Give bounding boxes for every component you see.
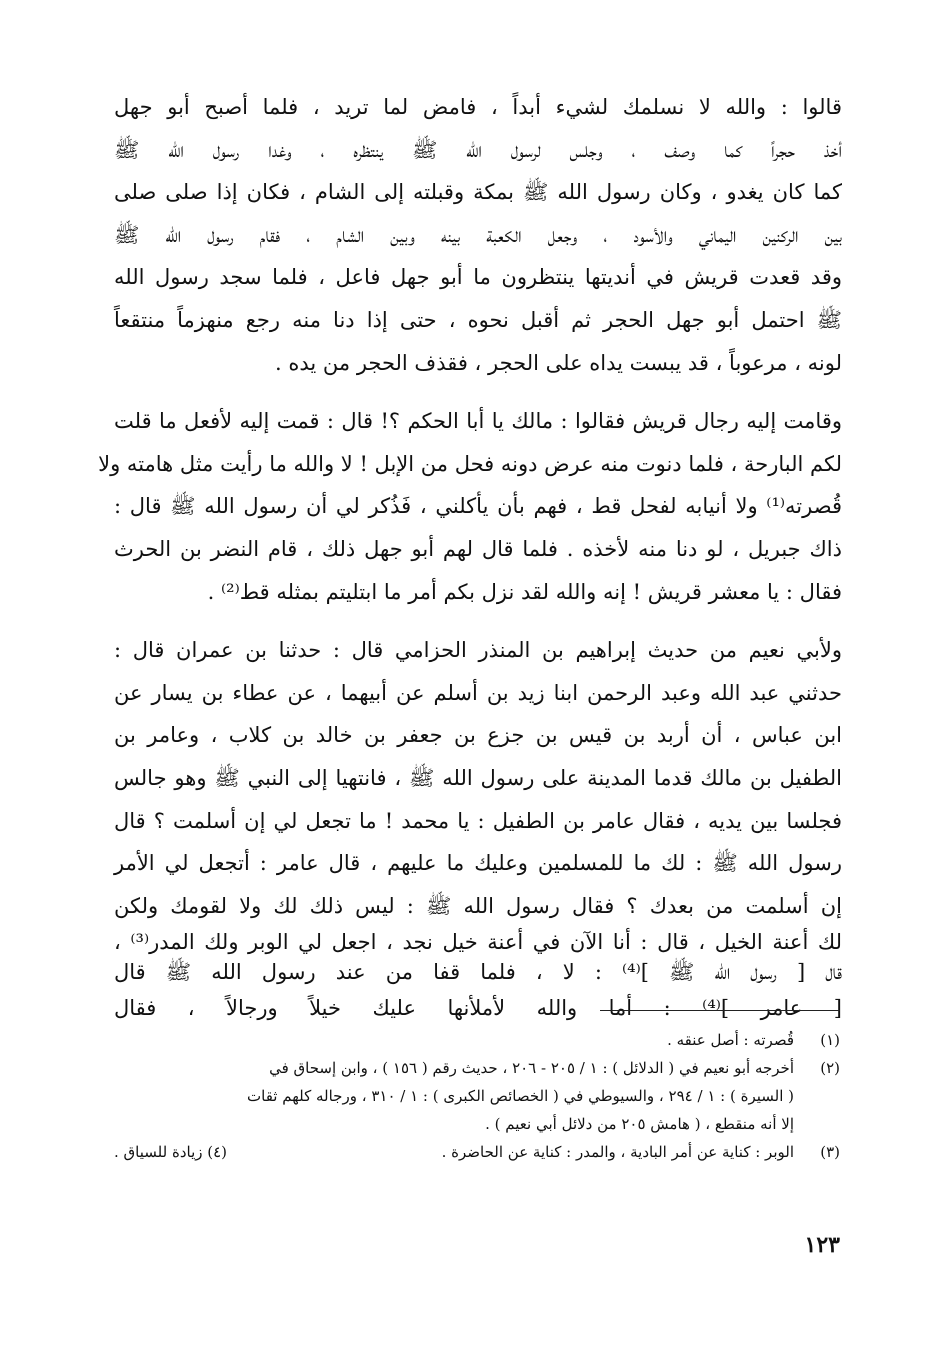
text-line: رسول الله ﷺ : لك ما للمسلمين وعليك ما عليهم ، قال عامر : أتجعل لي الأمر (114, 851, 842, 876)
footnote-text: أخرجه أبو نعيم في ( الدلائل ) : ١ / ٢٠٥ - ٢٠٦ ، حديث رقم ( ١٥٦ ) ، وابن إسحاق في (269, 1059, 794, 1077)
paragraph-2 (98, 400, 842, 613)
footnote-2 (114, 1054, 840, 1138)
footnote-number: (٢) (820, 1059, 840, 1077)
footnote-number: (٣) (820, 1143, 840, 1161)
text-line: حدثني عبد الله وعبد الرحمن ابنا زيد بن أسلم عن أبيهما ، عن عطاء بن يسار عن (114, 680, 842, 705)
text-line: كما كان يغدو ، وكان رسول الله ﷺ بمكة وقبلته إلى الشام ، فكان إذا صلى صلى (114, 180, 842, 205)
footnotes (114, 1026, 840, 1166)
page-number: ١٢٣ (804, 1232, 840, 1258)
text-line: فقال : يا معشر قريش ! إنه والله لقد نزل بكم أمر ما ابتليتم بمثله قط⁽²⁾ . (207, 579, 842, 604)
text-line: بين الركنين اليماني والأسود ، وجعل الكعبة بينه وبين الشام ، فقام رسول الله ﷺ (114, 222, 842, 247)
footnote-text: الوبر : كناية عن أمر البادية ، والمدر : كناية عن الحاضرة . (441, 1143, 794, 1161)
text-line: ذاك جبريل ، لو دنا منه لأخذه . فلما قال لهم أبو جهل ذلك ، قام النضر بن الحرث (114, 536, 842, 561)
text-line: الطفيل بن مالك قدما المدينة على رسول الله ﷺ ، فانتهيا إلى النبي ﷺ وهو جالس (114, 765, 842, 790)
text-line: لونه ، مرعوباً ، قد يبست يداه على الحجر ، فقذف الحجر من يده . (275, 350, 842, 375)
text-line: إن أسلمت من بعدك ؟ فقال رسول الله ﷺ : ليس ذلك لك ولا لقومك ولكن (114, 893, 842, 918)
footnote-text: قُصرته : أصل عنقه . (667, 1031, 794, 1049)
text-line: ابن عباس ، أن أربد بن قيس بن جزع بن جعفر بن خالد بن كلاب ، وعامر بن (114, 723, 842, 748)
text-line: لكم البارحة ، فلما دنوت منه عرض دونه فحل من الإبل ! لا والله ما رأيت مثل هامته ولا (98, 451, 842, 476)
footnote-3 (114, 1138, 840, 1166)
text-line: ﷺ احتمل أبو جهل الحجر ثم أقبل نحوه ، حتى إذا دنا منه رجع منهزماً منتقعاً (114, 307, 842, 332)
main-text (98, 86, 842, 1046)
text-line: قالوا : والله لا نسلمك لشيء أبداً ، فامض لما تريد ، فلما أصبح أبو جهل (114, 95, 842, 119)
text-line: ولأبي نعيم من حديث إبراهيم بن المنذر الحزامي قال : حدثنا بن عمران قال : (114, 638, 842, 663)
footnote-text: إلا أنه منقطع ، ( هامش ٢٠٥ من دلائل أبي نعيم ) . (485, 1115, 794, 1133)
footnote-1 (114, 1026, 840, 1054)
footnote-4-text: (٤) زيادة للسياق . (114, 1143, 228, 1161)
text-line: [ عامر ]⁽⁴⁾ : أما والله لأملأنها عليك خيلاً ورجالاً ، فقال (114, 996, 842, 1021)
text-line: قُصرته⁽¹⁾ ولا أنيابه لفحل قط ، فهم بأن يأكلني ، فَذُكر لي أن رسول الله ﷺ قال : (114, 494, 842, 519)
footnote-number: (١) (820, 1031, 840, 1049)
text-line: وقامت إليه رجال قريش فقالوا : مالك يا أبا الحكم ؟! قال : قمت إليه لأفعل ما قلت (114, 409, 842, 434)
footnote-text: ( السيرة ) : ١ / ٢٩٤ ، والسيوطي في ( الخصائص الكبرى ) : ١ / ٣١٠ ، ورجاله كلهم ثقات (247, 1087, 794, 1105)
paragraph-1 (114, 86, 842, 384)
text-line: لك أعنة الخيل ، قال : أنا الآن في أعنة خيل نجد ، اجعل لي الوبر ولك المدر⁽³⁾ ، (114, 930, 842, 955)
text-line: فجلسا بين يديه ، فقال عامر بن الطفيل : يا محمد ! ما تجعل لي إن أسلمت ؟ قال (114, 808, 842, 833)
text-line: وقد قعدت قريش في أنديتها ينتظرون ما أبو جهل فاعل ، فلما سجد رسول الله (114, 265, 842, 290)
paragraph-3 (114, 629, 842, 1030)
text-line: قال [ رسول الله ﷺ ]⁽⁴⁾ : لا ، فلما قفا من عند رسول الله ﷺ قال (114, 960, 842, 985)
footnote-divider (600, 1010, 840, 1011)
text-line: أخذ حجراً كما وصف ، وجلس لرسول الله ﷺ ينتظره ، وغدا رسول الله ﷺ (114, 137, 842, 162)
